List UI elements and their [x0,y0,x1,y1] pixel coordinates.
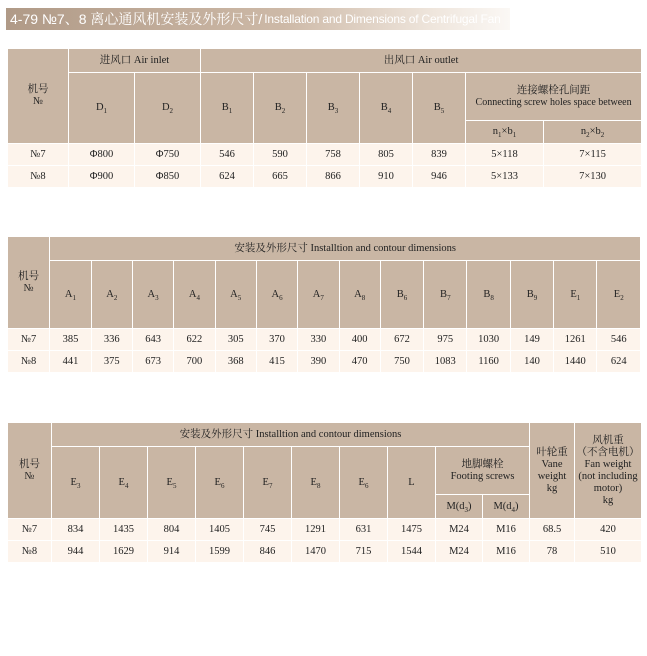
col-b1: $B_1$ [201,73,254,144]
table-installation-a-b: 机号 № 安装及外形尺寸 Installtion and contour dimensions $A_1$ $A_2$ $A_3$ $A_4$ $A_5$ $A_6$ $A_7$ $A_8$ $B_6$ $B_7$ $B_8$ $B_9$ $E_1$ $E_2$ №7 385 336 643 622 305 370 330 400 672 975 1030 149 1261 546 №8 441 375 673 700 368 415 390 470 750 1083 1160 140 1440 624 [7,236,641,373]
col-n2b2: $n_2\times b_2$ [544,121,642,144]
table-installation-e-weights: 机号 № 安装及外形尺寸 Installtion and contour dimensions 叶轮重 Vane weight kg 风机重 （不含电机） Fan weight (not including motor) kg $E_3$ $E_4$ $E_5$ $E_6$ $E_7$ $E_8$ $E_6$ L 地脚螺栓 Footing screws $M(d_3)$ $M(d_4)$ №7 834 1435 804 1405 745 1291 631 1475 M24 M16 68.5 420 №8 944 1629 914 1599 846 1470 715 1544 M24 M16 78 510 [7,422,642,563]
col-m-d4: $M(d_4)$ [483,495,530,519]
table-row: №7 385 336 643 622 305 370 330 400 672 975 1030 149 1261 546 [8,329,641,351]
installation-header: 安装及外形尺寸 Installtion and contour dimensions [50,237,641,261]
col-b3: $B_3$ [307,73,360,144]
title-zh: 4-79 №7、8 离心通风机安装及外形尺寸/ [10,11,263,27]
col-b4: $B_4$ [360,73,413,144]
col-d1: $D_1$ [69,73,135,144]
table-row: №8 944 1629 914 1599 846 1470 715 1544 M24 M16 78 510 [8,541,642,563]
vane-weight-header: 叶轮重 Vane weight kg [530,423,575,519]
model-header: 机号 № [8,423,52,519]
page-title [6,8,510,30]
table-row: №7 Φ800 Φ750 546 590 758 805 839 5×118 7×115 [8,144,642,166]
table-row: №7 834 1435 804 1405 745 1291 631 1475 M24 M16 68.5 420 [8,519,642,541]
table-inlet-outlet [7,48,642,188]
fan-weight-header: 风机重 （不含电机） Fan weight (not including motor) kg [575,423,642,519]
table-row: №8 Φ900 Φ850 624 665 866 910 946 5×133 7×130 [8,166,642,188]
inlet-header: 进风口 Air inlet [69,49,201,73]
col-n1b1: $n_1\times b_1$ [466,121,544,144]
footing-screws-header: 地脚螺栓 Footing screws [436,447,530,495]
col-m-d3: $M(d_3)$ [436,495,483,519]
title-en: Installation and Dimensions of Centrifugal Fan [264,12,501,26]
col-b5: $B_5$ [413,73,466,144]
model-header: 机号 № [8,49,69,144]
connecting-holes-header: 连接螺栓孔间距 Connecting screw holes space between [466,73,642,121]
outlet-header: 出风口 Air outlet [201,49,642,73]
model-header: 机号 № [8,237,50,329]
installation-header: 安装及外形尺寸 Installtion and contour dimensions [52,423,530,447]
table-row: №8 441 375 673 700 368 415 390 470 750 1083 1160 140 1440 624 [8,351,641,373]
col-b2: $B_2$ [254,73,307,144]
col-d2: $D_2$ [135,73,201,144]
